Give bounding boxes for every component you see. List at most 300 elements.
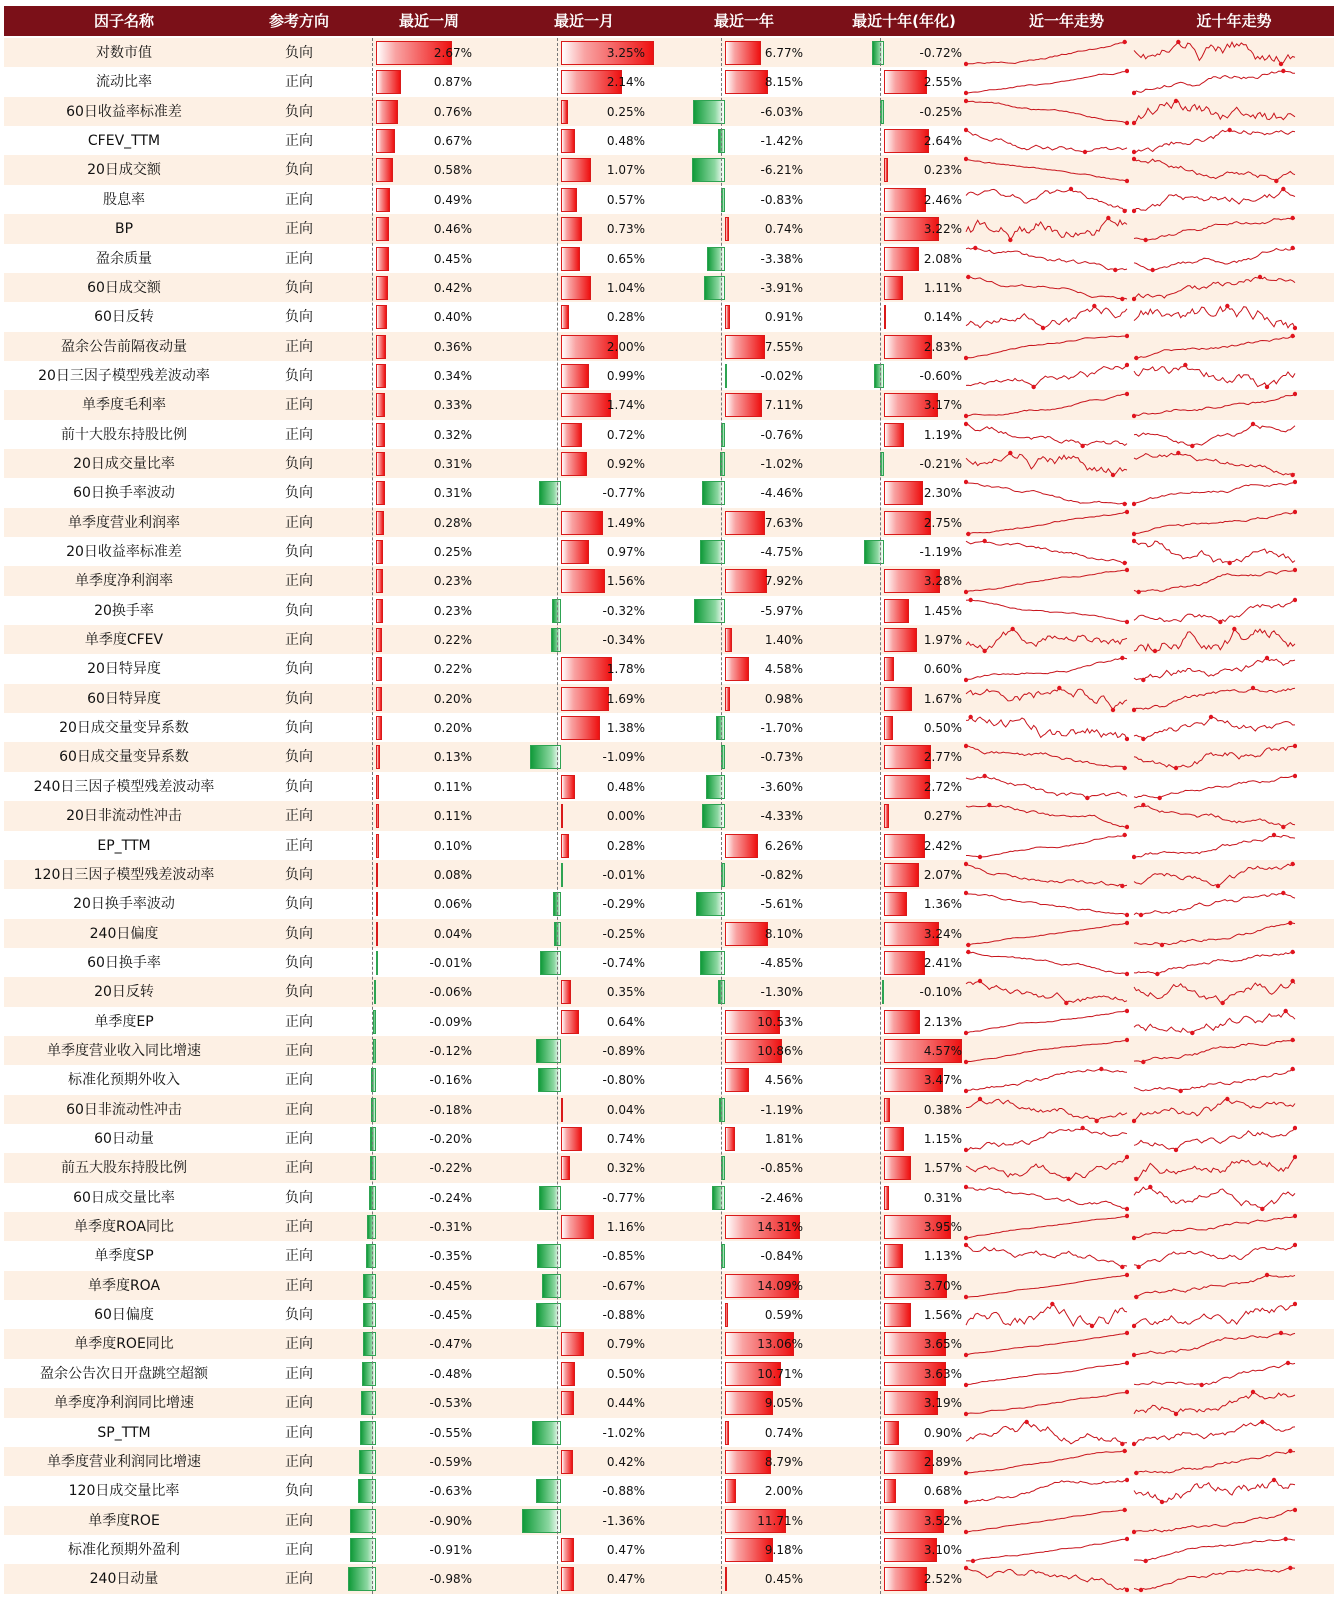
- trend-line: [1134, 981, 1295, 1003]
- bar-w: [374, 980, 376, 1004]
- bar-y: [707, 247, 725, 271]
- direction: 正向: [285, 1277, 313, 1294]
- value-y: -0.85%: [760, 1161, 803, 1176]
- spark-ten-year: [1132, 97, 1297, 127]
- trend-line: [966, 629, 1127, 651]
- bar-t: [884, 1098, 890, 1122]
- trend-marker: [1083, 150, 1087, 154]
- value-m: 0.04%: [606, 1102, 645, 1117]
- trend-marker: [1290, 1038, 1294, 1042]
- direction: 负向: [285, 279, 313, 296]
- trend-marker: [1122, 502, 1126, 506]
- table-row: [4, 684, 1334, 714]
- spark-one-year: [964, 273, 1129, 303]
- trend-marker: [1125, 1390, 1129, 1394]
- direction: 正向: [285, 1042, 313, 1059]
- spark-one-year: [964, 1388, 1129, 1418]
- trend-marker: [1290, 473, 1294, 477]
- value-y: -4.33%: [760, 809, 803, 824]
- trend-line: [966, 835, 1127, 857]
- value-y: -3.38%: [760, 251, 803, 266]
- spark-ten-year: [1132, 1300, 1297, 1330]
- trend-marker: [1050, 1302, 1054, 1306]
- trend-line: [1134, 130, 1295, 152]
- trend-marker: [964, 1471, 968, 1475]
- value-w: 0.28%: [433, 515, 472, 530]
- bar-m: [561, 1538, 574, 1562]
- trend-marker: [1260, 1419, 1264, 1423]
- factor-name: 单季度ROE同比: [74, 1336, 174, 1353]
- trend-line: [1134, 1568, 1295, 1590]
- trend-line: [966, 864, 1127, 886]
- value-w: -0.31%: [429, 1220, 472, 1234]
- value-y: -6.03%: [760, 104, 803, 119]
- direction: 负向: [285, 1483, 313, 1500]
- trend-marker: [964, 678, 968, 682]
- spark-one-year: [964, 889, 1129, 919]
- trend-marker: [1274, 179, 1278, 183]
- trend-marker: [964, 421, 968, 425]
- value-m: 0.42%: [606, 1454, 645, 1469]
- trend-line: [966, 42, 1127, 64]
- trend-line: [966, 658, 1127, 680]
- spark-ten-year: [1132, 977, 1297, 1007]
- value-y: 10.53%: [757, 1014, 803, 1029]
- trend-line: [1134, 1539, 1295, 1561]
- value-m: -1.09%: [602, 750, 645, 765]
- value-t: 2.52%: [923, 1572, 962, 1587]
- trend-line: [966, 893, 1127, 915]
- bar-w: [358, 1479, 376, 1503]
- value-y: 6.77%: [764, 46, 803, 60]
- trend-line: [966, 1304, 1127, 1326]
- direction: 负向: [285, 1189, 313, 1206]
- trend-marker: [1199, 1383, 1203, 1387]
- bar-t: [872, 41, 884, 65]
- value-w: -0.18%: [429, 1102, 472, 1117]
- trend-marker: [1125, 737, 1129, 741]
- factor-name: 20日三因子模型残差波动率: [38, 367, 210, 384]
- trend-marker: [1293, 1302, 1297, 1306]
- spark-ten-year: [1132, 948, 1297, 978]
- value-t: 2.64%: [923, 134, 962, 149]
- trend-marker: [1122, 209, 1126, 213]
- value-w: 0.49%: [433, 192, 472, 207]
- table-row: [4, 1153, 1334, 1183]
- spark-one-year: [964, 126, 1129, 156]
- trend-marker: [1288, 920, 1292, 924]
- value-t: 2.72%: [923, 779, 962, 794]
- trend-marker: [1290, 1067, 1294, 1071]
- bar-w: [373, 1010, 376, 1034]
- value-m: 2.14%: [606, 75, 645, 90]
- factor-name: 120日三因子模型残差波动率: [33, 866, 215, 883]
- trend-line: [1134, 394, 1295, 416]
- trend-marker: [1293, 568, 1297, 572]
- spark-one-year: [964, 772, 1129, 802]
- value-t: 2.41%: [923, 955, 962, 970]
- bar-m: [561, 804, 563, 828]
- direction: 正向: [285, 338, 313, 355]
- trend-marker: [1227, 128, 1231, 132]
- trend-marker: [1155, 972, 1159, 976]
- factor-name: 单季度ROE: [88, 1512, 160, 1529]
- bar-m: [561, 1156, 570, 1180]
- bar-w: [376, 687, 382, 711]
- trend-marker: [1272, 832, 1276, 836]
- trend-line: [1134, 952, 1295, 974]
- trend-marker: [1125, 825, 1129, 829]
- direction: 负向: [285, 602, 313, 619]
- trend-marker: [1293, 480, 1297, 484]
- factor-name: 20换手率: [94, 602, 154, 619]
- direction: 负向: [285, 690, 313, 707]
- trend-line: [1134, 336, 1295, 358]
- value-m: 0.28%: [606, 838, 645, 853]
- trend-marker: [1125, 1214, 1129, 1218]
- trend-line: [1134, 159, 1295, 181]
- factor-name: 60日特异度: [87, 690, 161, 707]
- trend-line: [1134, 1157, 1295, 1179]
- trend-marker: [1132, 707, 1136, 711]
- spark-one-year: [964, 566, 1129, 596]
- trend-marker: [1132, 531, 1136, 535]
- factor-name: 单季度毛利率: [82, 397, 166, 414]
- trend-line: [966, 394, 1127, 416]
- spark-one-year: [964, 1007, 1129, 1037]
- trend-marker: [1279, 1331, 1283, 1335]
- value-y: 8.15%: [764, 75, 803, 90]
- spark-ten-year: [1132, 566, 1297, 596]
- trend-marker: [1174, 766, 1178, 770]
- trend-line: [1134, 453, 1295, 475]
- trend-line: [966, 218, 1127, 240]
- table-row: [4, 625, 1334, 655]
- value-t: 2.13%: [923, 1014, 962, 1029]
- trend-marker: [1090, 1324, 1094, 1328]
- trend-marker: [964, 128, 968, 132]
- table-row: [4, 67, 1334, 97]
- spark-ten-year: [1132, 713, 1297, 743]
- bar-w: [376, 481, 385, 505]
- value-w: -0.53%: [429, 1396, 472, 1411]
- trend-marker: [964, 1412, 968, 1416]
- bar-y: [725, 364, 727, 388]
- trend-marker: [1251, 685, 1255, 689]
- spark-one-year: [964, 244, 1129, 274]
- direction: 正向: [285, 632, 313, 648]
- trend-marker: [1125, 1008, 1129, 1012]
- table-row: [4, 772, 1334, 802]
- direction: 负向: [285, 45, 313, 61]
- trend-marker: [1216, 884, 1220, 888]
- value-t: 2.42%: [923, 838, 962, 853]
- bar-w: [376, 129, 395, 153]
- spark-ten-year: [1132, 537, 1297, 567]
- value-m: 0.74%: [606, 1132, 645, 1146]
- trend-marker: [966, 275, 970, 279]
- trend-line: [1134, 1245, 1295, 1267]
- trend-marker: [1125, 1155, 1129, 1159]
- spark-ten-year: [1132, 1564, 1297, 1594]
- value-t: -0.21%: [919, 456, 962, 471]
- trend-line: [1134, 864, 1295, 886]
- trend-line: [966, 746, 1127, 768]
- trend-marker: [1150, 267, 1154, 271]
- value-w: -0.35%: [429, 1249, 472, 1264]
- trend-marker: [1174, 98, 1178, 102]
- value-m: 1.69%: [606, 691, 645, 706]
- value-w: 0.11%: [433, 809, 472, 824]
- value-m: 0.64%: [606, 1014, 645, 1029]
- trend-marker: [1136, 590, 1140, 594]
- value-w: 0.13%: [433, 750, 472, 765]
- value-t: 2.55%: [923, 75, 962, 90]
- value-m: 0.44%: [606, 1396, 645, 1411]
- trend-marker: [982, 649, 986, 653]
- direction: 正向: [285, 1512, 313, 1529]
- direction: 负向: [285, 455, 313, 472]
- factor-name: 单季度营业收入同比增速: [47, 1042, 201, 1059]
- value-m: 1.74%: [606, 398, 645, 413]
- trend-marker: [1258, 275, 1262, 279]
- zero-axis-t: [880, 38, 881, 1594]
- value-t: 1.45%: [923, 603, 962, 618]
- direction: 正向: [285, 1072, 313, 1089]
- value-t: 4.57%: [923, 1043, 962, 1058]
- trend-marker: [1132, 120, 1136, 124]
- trend-marker: [1125, 333, 1129, 337]
- trend-marker: [1281, 69, 1285, 73]
- bar-w: [376, 716, 382, 740]
- table-row: [4, 889, 1334, 919]
- direction: 负向: [285, 925, 313, 942]
- spark-ten-year: [1132, 1388, 1297, 1418]
- trend-line: [966, 1216, 1127, 1238]
- trend-line: [1134, 1363, 1295, 1385]
- trend-marker: [1064, 1001, 1068, 1005]
- value-t: 2.83%: [923, 339, 962, 354]
- table-row: [4, 97, 1334, 127]
- direction: 负向: [285, 720, 313, 737]
- direction: 负向: [285, 896, 313, 913]
- direction: 正向: [285, 133, 313, 150]
- table-row: [4, 1564, 1334, 1594]
- value-y: -1.70%: [760, 721, 803, 736]
- trend-line: [966, 1480, 1127, 1502]
- spark-ten-year: [1132, 214, 1297, 244]
- spark-one-year: [964, 625, 1129, 655]
- direction: 负向: [285, 485, 313, 502]
- trend-line: [966, 688, 1127, 710]
- bar-t: [884, 1186, 889, 1210]
- trend-marker: [964, 1383, 968, 1387]
- trend-marker: [1125, 1272, 1129, 1276]
- value-t: 1.56%: [923, 1308, 962, 1322]
- direction: 正向: [285, 1365, 313, 1382]
- trend-marker: [1125, 120, 1129, 124]
- trend-line: [966, 1422, 1127, 1444]
- direction: 正向: [285, 1395, 313, 1412]
- value-m: 1.16%: [606, 1220, 645, 1234]
- trend-marker: [964, 1566, 968, 1570]
- factor-name: 60日偏度: [94, 1307, 154, 1323]
- value-y: 0.91%: [764, 310, 803, 325]
- value-t: 1.13%: [923, 1249, 962, 1264]
- value-t: 2.46%: [923, 192, 962, 207]
- header-one-year-trend: 近一年走势: [1028, 12, 1104, 30]
- trend-line: [1134, 893, 1295, 915]
- table-row: [4, 449, 1334, 479]
- trend-line: [966, 1187, 1127, 1209]
- trend-marker: [1290, 950, 1294, 954]
- value-w: 0.23%: [433, 574, 472, 589]
- trend-marker: [1122, 1449, 1126, 1453]
- table-row: [4, 478, 1334, 508]
- value-y: 4.58%: [764, 662, 803, 677]
- trend-marker: [1057, 685, 1061, 689]
- trend-marker: [1094, 1118, 1098, 1122]
- trend-marker: [964, 355, 968, 359]
- value-m: -0.88%: [602, 1308, 645, 1322]
- bar-m: [542, 1274, 561, 1298]
- value-t: 0.90%: [923, 1425, 962, 1440]
- table-row: [4, 155, 1334, 185]
- value-y: -1.02%: [760, 456, 803, 471]
- trend-marker: [982, 774, 986, 778]
- trend-line: [1134, 218, 1295, 240]
- trend-marker: [1178, 1089, 1182, 1093]
- trend-marker: [1141, 678, 1145, 682]
- trend-line: [966, 952, 1127, 974]
- table-row: [4, 1212, 1334, 1242]
- spark-one-year: [964, 1153, 1129, 1183]
- table-row: [4, 1418, 1334, 1448]
- value-w: 0.40%: [433, 310, 472, 325]
- spark-one-year: [964, 596, 1129, 626]
- trend-marker: [964, 1060, 968, 1064]
- value-y: 0.74%: [764, 1425, 803, 1440]
- spark-ten-year: [1132, 1418, 1297, 1448]
- spark-one-year: [964, 948, 1129, 978]
- value-w: -0.90%: [429, 1513, 472, 1528]
- spark-ten-year: [1132, 185, 1297, 215]
- trend-line: [966, 130, 1127, 152]
- table-row: [4, 801, 1334, 831]
- direction: 正向: [285, 573, 313, 590]
- trend-marker: [1293, 1507, 1297, 1511]
- trend-marker: [1283, 1008, 1287, 1012]
- trend-marker: [1092, 304, 1096, 308]
- spark-ten-year: [1132, 831, 1297, 861]
- trend-marker: [1148, 1184, 1152, 1188]
- spark-one-year: [964, 1095, 1129, 1125]
- factor-name: 盈余质量: [96, 250, 152, 267]
- trend-marker: [1281, 825, 1285, 829]
- value-t: 1.15%: [923, 1132, 962, 1146]
- value-t: 3.22%: [923, 222, 962, 237]
- trend-marker: [1283, 1537, 1287, 1541]
- spark-ten-year: [1132, 1212, 1297, 1242]
- trend-marker: [1125, 1206, 1129, 1210]
- trend-marker: [1281, 891, 1285, 895]
- trend-marker: [1134, 355, 1138, 359]
- trend-marker: [1069, 187, 1073, 191]
- trend-marker: [966, 950, 970, 954]
- trend-line: [966, 717, 1127, 739]
- bar-w: [376, 892, 378, 916]
- trend-marker: [964, 1184, 968, 1188]
- value-t: 0.38%: [923, 1102, 962, 1117]
- value-m: 0.48%: [606, 134, 645, 149]
- factor-name: 60日换手率: [87, 954, 161, 971]
- trend-line: [1134, 1480, 1295, 1502]
- value-t: 1.11%: [923, 280, 962, 295]
- value-m: 1.07%: [606, 163, 645, 178]
- trend-marker: [964, 862, 968, 866]
- direction: 正向: [285, 1541, 313, 1558]
- trend-line: [1134, 1187, 1295, 1209]
- bar-w: [376, 628, 382, 652]
- value-m: 0.50%: [606, 1366, 645, 1381]
- value-w: -0.91%: [429, 1542, 472, 1557]
- direction: 正向: [285, 1160, 313, 1177]
- spark-one-year: [964, 97, 1129, 127]
- spark-ten-year: [1132, 1271, 1297, 1301]
- value-y: 9.18%: [764, 1542, 803, 1557]
- trend-line: [1134, 570, 1295, 592]
- trend-line: [1134, 776, 1295, 798]
- value-w: 0.34%: [433, 368, 472, 383]
- direction: 正向: [285, 1248, 313, 1265]
- spark-one-year: [964, 1564, 1129, 1594]
- direction: 正向: [285, 1453, 313, 1470]
- trend-marker: [1260, 1206, 1264, 1210]
- spark-one-year: [964, 684, 1129, 714]
- bar-w: [376, 657, 382, 681]
- bar-w: [362, 1362, 376, 1386]
- spark-one-year: [964, 449, 1129, 479]
- factor-name: 股息率: [103, 191, 145, 208]
- trend-marker: [1293, 1155, 1297, 1159]
- trend-marker: [1227, 561, 1231, 565]
- table-row: [4, 420, 1334, 450]
- value-y: -0.82%: [760, 867, 803, 882]
- value-m: 1.49%: [606, 515, 645, 530]
- trend-marker: [1218, 619, 1222, 623]
- direction: 负向: [285, 162, 313, 179]
- trend-marker: [1132, 91, 1136, 95]
- trend-marker: [1290, 862, 1294, 866]
- trend-line: [966, 189, 1127, 211]
- trend-line: [966, 541, 1127, 563]
- bar-w: [376, 364, 386, 388]
- direction: 正向: [285, 221, 313, 238]
- bar-t: [874, 364, 884, 388]
- value-y: -0.83%: [760, 192, 803, 207]
- spark-ten-year: [1132, 390, 1297, 420]
- trend-marker: [1024, 1419, 1028, 1423]
- trend-marker: [1251, 421, 1255, 425]
- trend-marker: [1293, 1126, 1297, 1130]
- value-y: -0.02%: [760, 368, 803, 383]
- trend-marker: [1293, 774, 1297, 778]
- trend-marker: [964, 1030, 968, 1034]
- bar-y: [725, 1421, 729, 1445]
- trend-line: [966, 1510, 1127, 1532]
- spark-ten-year: [1132, 155, 1297, 185]
- trend-marker: [1225, 304, 1229, 308]
